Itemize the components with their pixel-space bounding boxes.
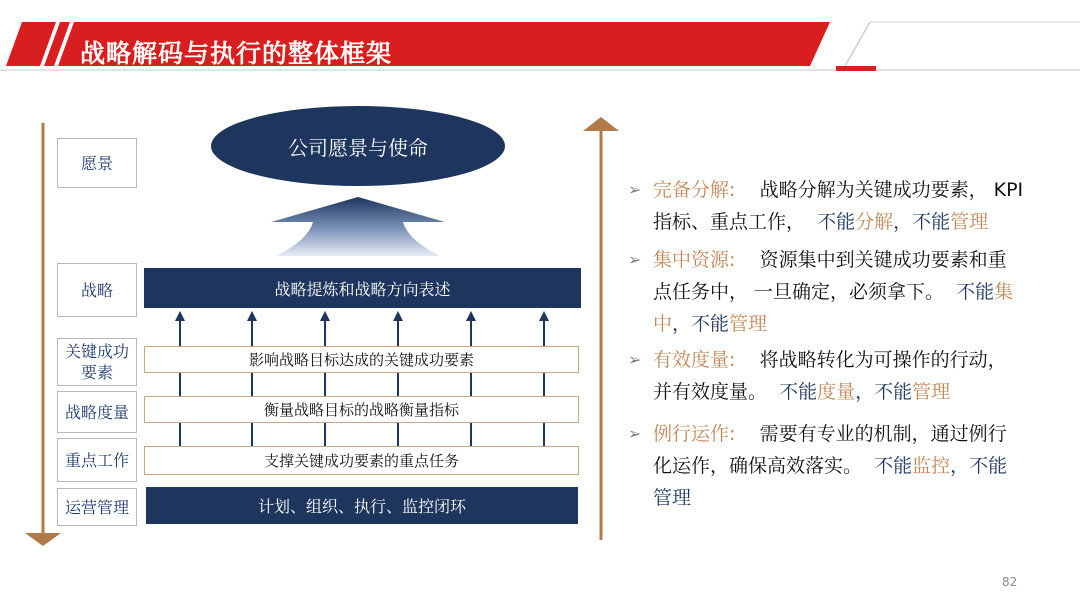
- neg-highlight: 监控: [912, 455, 951, 477]
- bullet-effective-measurement: [628, 344, 1038, 408]
- label-measure: 战略度量: [57, 391, 137, 433]
- bullet-text-2: 指标、重点工作，: [653, 211, 806, 233]
- label-strategy: 战略: [57, 263, 137, 317]
- bullet-concentrate-resources: [628, 244, 1038, 340]
- bullet-complete-decomposition: [628, 174, 1038, 238]
- bullet-arrow-icon: ➢: [628, 424, 642, 443]
- neg-highlight: 管理: [912, 381, 951, 403]
- right-up-arrow-head: [583, 117, 619, 131]
- neg-text: 不能: [874, 381, 913, 403]
- bullet-routine-operation: [628, 418, 1038, 514]
- neg-text: 不能: [874, 455, 913, 477]
- ksf-bar: 影响战略目标达成的关键成功要素: [144, 346, 579, 373]
- neg-highlight: 集: [994, 281, 1014, 303]
- page-title: 战略解码与执行的整体框架: [80, 39, 393, 68]
- label-vision: 愿景: [57, 138, 137, 188]
- header-slash: [845, 22, 870, 66]
- neg-highlight: 中: [653, 313, 673, 335]
- measure-bar: 衡量战略目标的战略衡量指标: [144, 396, 579, 423]
- support-arrows: [175, 311, 549, 450]
- separator: ，: [893, 211, 913, 233]
- bullet-key: 例行运作:: [653, 423, 736, 445]
- vision-label: 公司愿景与使命: [288, 135, 428, 160]
- bullet-text: 需要有专业的机制，通过例行: [759, 423, 1007, 445]
- bullet-key: 集中资源:: [653, 249, 736, 271]
- bullet-text: 战略分解为关键成功要素， KPI: [759, 179, 1024, 201]
- neg-text: 不能: [956, 281, 995, 303]
- bullet-arrow-icon: ➢: [628, 350, 642, 369]
- bullet-arrow-icon: ➢: [628, 250, 642, 269]
- vision-up-arrow: [271, 197, 445, 256]
- bullet-text: 将战略转化为可操作的行动，: [759, 349, 1007, 371]
- label-ksf: 关键成功要素: [57, 338, 137, 386]
- neg-text: 不能: [779, 381, 818, 403]
- neg-highlight: 管理: [729, 313, 768, 335]
- neg-text: 管理: [653, 487, 692, 509]
- bullet-arrow-icon: ➢: [628, 180, 642, 199]
- left-down-arrow-head: [25, 533, 61, 546]
- neg-text: 不能: [912, 211, 951, 233]
- tasks-bar: 支撑关键成功要素的重点任务: [144, 446, 579, 475]
- bullet-key: 有效度量:: [653, 349, 736, 371]
- neg-highlight: 管理: [950, 211, 989, 233]
- bullet-text-2: 化运作，确保高效落实。: [653, 455, 863, 477]
- operations-bar: 计划、组织、执行、监控闭环: [146, 487, 578, 524]
- bullet-text-2: 点任务中， 一旦确定，必须拿下。: [653, 281, 945, 303]
- page-number: 82: [1002, 575, 1018, 589]
- bullet-text-2: 并有效度量。: [653, 381, 768, 403]
- neg-text: 不能: [691, 313, 730, 335]
- strategy-bar: 战略提炼和战略方向表述: [144, 268, 581, 308]
- separator: ，: [672, 313, 692, 335]
- neg-text: 不能: [817, 211, 856, 233]
- bullet-text: 资源集中到关键成功要素和重: [759, 249, 1007, 271]
- separator: ，: [950, 455, 970, 477]
- label-tasks: 重点工作: [57, 438, 137, 482]
- bullet-key: 完备分解:: [653, 179, 736, 201]
- header-red-tab: [836, 66, 876, 71]
- neg-highlight: 度量: [817, 381, 856, 403]
- separator: ，: [855, 381, 875, 403]
- neg-text: 不能: [969, 455, 1008, 477]
- neg-highlight: 分解: [855, 211, 894, 233]
- label-operations: 运营管理: [57, 488, 137, 526]
